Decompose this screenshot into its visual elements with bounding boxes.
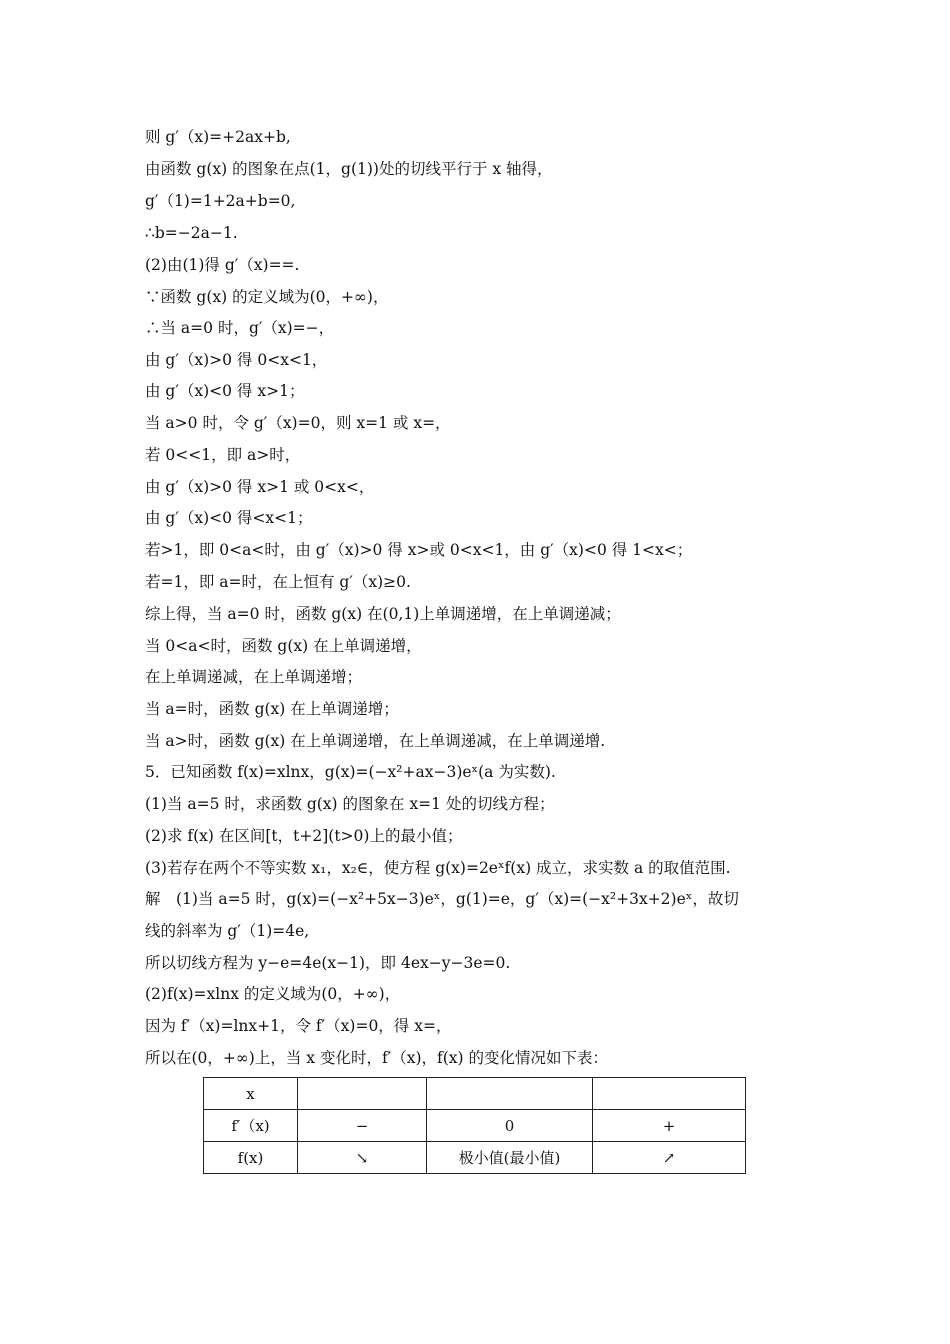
text-line: 线的斜率为 g′（1)=4e, xyxy=(145,922,310,940)
text-line: 若>1，即 0<a<时，由 g′（x)>0 得 x>或 0<x<1，由 g′（x)<0 得 1<x<； xyxy=(145,541,693,559)
text-line: 由 g′（x)>0 得 0<x<1， xyxy=(145,351,328,369)
text-line: 当 a>时，函数 g(x) 在上单调递增，在上单调递减，在上单调递增. xyxy=(145,732,606,750)
table-cell: x xyxy=(204,1078,298,1110)
text-line: 当 a=时，函数 g(x) 在上单调递增； xyxy=(145,700,399,718)
text-line: ∴当 a=0 时，g′（x)=−， xyxy=(145,319,335,337)
table-cell: + xyxy=(593,1110,746,1142)
text-line: g′（1)=1+2a+b=0, xyxy=(145,192,296,210)
table-cell: ↗ xyxy=(593,1142,746,1174)
text-line: 在上单调递减，在上单调递增； xyxy=(145,668,363,686)
text-line: 因为 f′（x)=lnx+1，令 f′（x)=0，得 x=， xyxy=(145,1017,452,1035)
text-line: (2)由(1)得 g′（x)==. xyxy=(145,256,300,274)
text-line: 则 g′（x)=+2ax+b, xyxy=(145,128,291,146)
text-line: 所以在(0，+∞)上，当 x 变化时，f′（x)，f(x) 的变化情况如下表： xyxy=(145,1049,608,1067)
table-cell xyxy=(298,1078,427,1110)
table-cell: − xyxy=(298,1110,427,1142)
text-line: (1)当 a=5 时，求函数 g(x) 的图象在 x=1 处的切线方程； xyxy=(145,795,555,813)
text-line: ∵函数 g(x) 的定义域为(0，+∞)， xyxy=(145,288,389,306)
text-line: 综上得，当 a=0 时，函数 g(x) 在(0,1)上单调递增，在上单调递减； xyxy=(145,605,621,623)
table-cell: 0 xyxy=(427,1110,593,1142)
table-cell xyxy=(593,1078,746,1110)
solution-start: 解 (1)当 a=5 时，g(x)=(−x²+5x−3)eˣ，g(1)=e，g′（x)=(−x²+3x+2)eˣ，故切 xyxy=(145,890,739,908)
table-cell: f′（x) xyxy=(204,1110,298,1142)
text-line: ∴b=−2a−1. xyxy=(145,224,238,242)
text-line: 当 0<a<时，函数 g(x) 在上单调递增， xyxy=(145,637,422,655)
text-line: 由 g′（x)<0 得<x<1； xyxy=(145,509,313,527)
table-cell: 极小值(最小值) xyxy=(427,1142,593,1174)
table-row xyxy=(204,1142,746,1174)
table-cell: f(x) xyxy=(204,1142,298,1174)
text-line: (2)f(x)=xlnx 的定义域为(0，+∞)， xyxy=(145,985,401,1003)
table-cell: ↘ xyxy=(298,1142,427,1174)
text-line: 由函数 g(x) 的图象在点(1，g(1))处的切线平行于 x 轴得， xyxy=(145,160,553,178)
text-line: (2)求 f(x) 在区间[t，t+2](t>0)上的最小值； xyxy=(145,827,463,845)
text-line: 所以切线方程为 y−e=4e(x−1)，即 4ex−y−3e=0. xyxy=(145,954,511,972)
text-line: 由 g′（x)>0 得 x>1 或 0<x<， xyxy=(145,478,375,496)
text-line: (3)若存在两个不等实数 x₁，x₂∈，使方程 g(x)=2eˣf(x) 成立，求实数 a 的取值范围. xyxy=(145,859,731,877)
text-line: 由 g′（x)<0 得 x>1； xyxy=(145,382,305,400)
table-cell xyxy=(427,1078,593,1110)
table-row xyxy=(204,1110,746,1142)
text-line: 若 0<<1，即 a>时， xyxy=(145,446,301,464)
variation-table xyxy=(203,1077,746,1174)
problem-statement: 5．已知函数 f(x)=xlnx，g(x)=(−x²+ax−3)eˣ(a 为实数). xyxy=(145,763,556,781)
text-line: 当 a>0 时，令 g′（x)=0，则 x=1 或 x=， xyxy=(145,414,451,432)
table-row xyxy=(204,1078,746,1110)
text-line: 若=1，即 a=时，在上恒有 g′（x)≥0. xyxy=(145,573,411,591)
